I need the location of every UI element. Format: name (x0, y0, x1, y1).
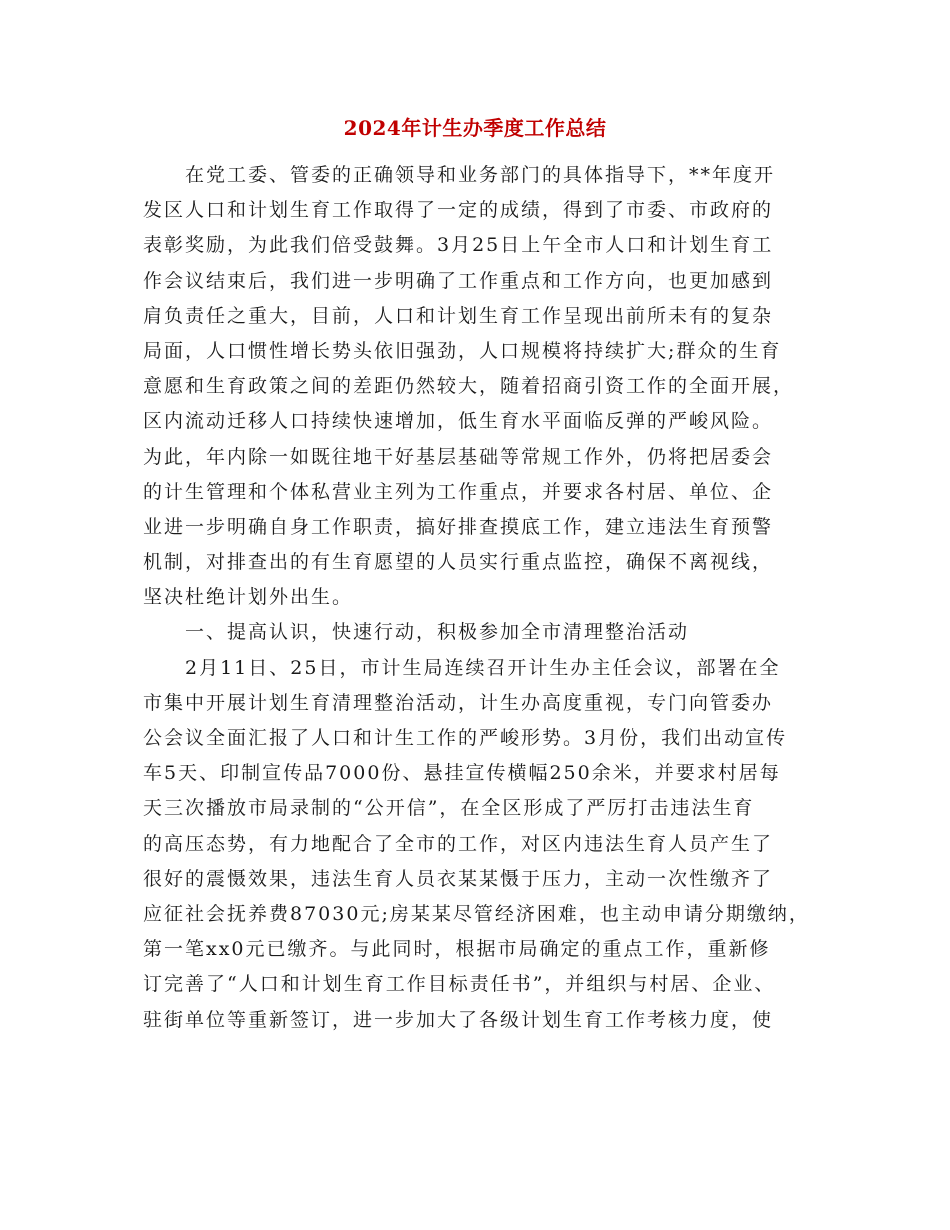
section-heading: 一、提高认识，快速行动，积极参加全市清理整治活动 (185, 621, 690, 644)
text-line: 局面，人口惯性增长势头依旧强劲，人口规模将持续扩大;群众的生育 (143, 339, 782, 362)
text-line: 驻街单位等重新签订，进一步加大了各级计划生育工作考核力度，使 (143, 1008, 774, 1031)
text-line: 区内流动迁移人口持续快速增加，低生育水平面临反弹的严峻风险。 (143, 410, 774, 433)
text-line: 第一笔xx0元已缴齐。与此同时，根据市局确定的重点工作，重新修 (143, 938, 771, 961)
text-line: 意愿和生育政策之间的差距仍然较大，随着招商引资工作的全面开展， (143, 375, 795, 398)
text-line: 坚决杜绝计划外出生。 (143, 586, 354, 609)
text-line: 车5天、印制宣传品7000份、悬挂宣传横幅250余米，并要求村居每 (143, 762, 781, 785)
text-line: 天三次播放市局录制的“公开信”，在全区形成了严厉打击违法生育 (143, 797, 755, 820)
text-line: 订完善了“人口和计划生育工作目标责任书”，并组织与村居、企业、 (143, 973, 776, 996)
text-line: 肩负责任之重大，目前，人口和计划生育工作呈现出前所未有的复杂 (143, 304, 774, 327)
text-line: 业进一步明确自身工作职责，搞好排查摸底工作，建立违法生育预警 (143, 515, 774, 538)
text-line: 表彰奖励，为此我们倍受鼓舞。3月25日上午全市人口和计划生育工 (143, 234, 774, 257)
text-line: 在党工委、管委的正确领导和业务部门的具体指导下，**年度开 (185, 164, 776, 186)
document-title: 2024年计生办季度工作总结 (343, 116, 607, 140)
text-line: 发区人口和计划生育工作取得了一定的成绩，得到了市委、市政府的 (143, 199, 774, 222)
text-line: 市集中开展计划生育清理整治活动，计生办高度重视，专门向管委办 (143, 691, 774, 714)
text-line: 为此，年内除一如既往地干好基层基础等常规工作外，仍将把居委会 (143, 445, 774, 468)
text-line: 的高压态势，有力地配合了全市的工作，对区内违法生育人员产生了 (143, 832, 774, 855)
text-line: 2月11日、25日，市计生局连续召开计生办主任会议，部署在全 (185, 656, 781, 679)
text-line: 很好的震慑效果，违法生育人员衣某某慑于压力，主动一次性缴齐了 (143, 867, 774, 890)
document-body (143, 158, 813, 1038)
text-line: 应征社会抚养费87030元;房某某尽管经济困难，也主动申请分期缴纳， (143, 902, 810, 925)
text-line: 作会议结束后，我们进一步明确了工作重点和工作方向，也更加感到 (143, 269, 774, 292)
text-line: 的计生管理和个体私营业主列为工作重点，并要求各村居、单位、企 (143, 480, 774, 503)
text-line: 机制，对排查出的有生育愿望的人员实行重点监控，确保不离视线， (143, 551, 774, 574)
text-line: 公会议全面汇报了人口和计生工作的严峻形势。3月份，我们出动宣传 (143, 727, 788, 749)
